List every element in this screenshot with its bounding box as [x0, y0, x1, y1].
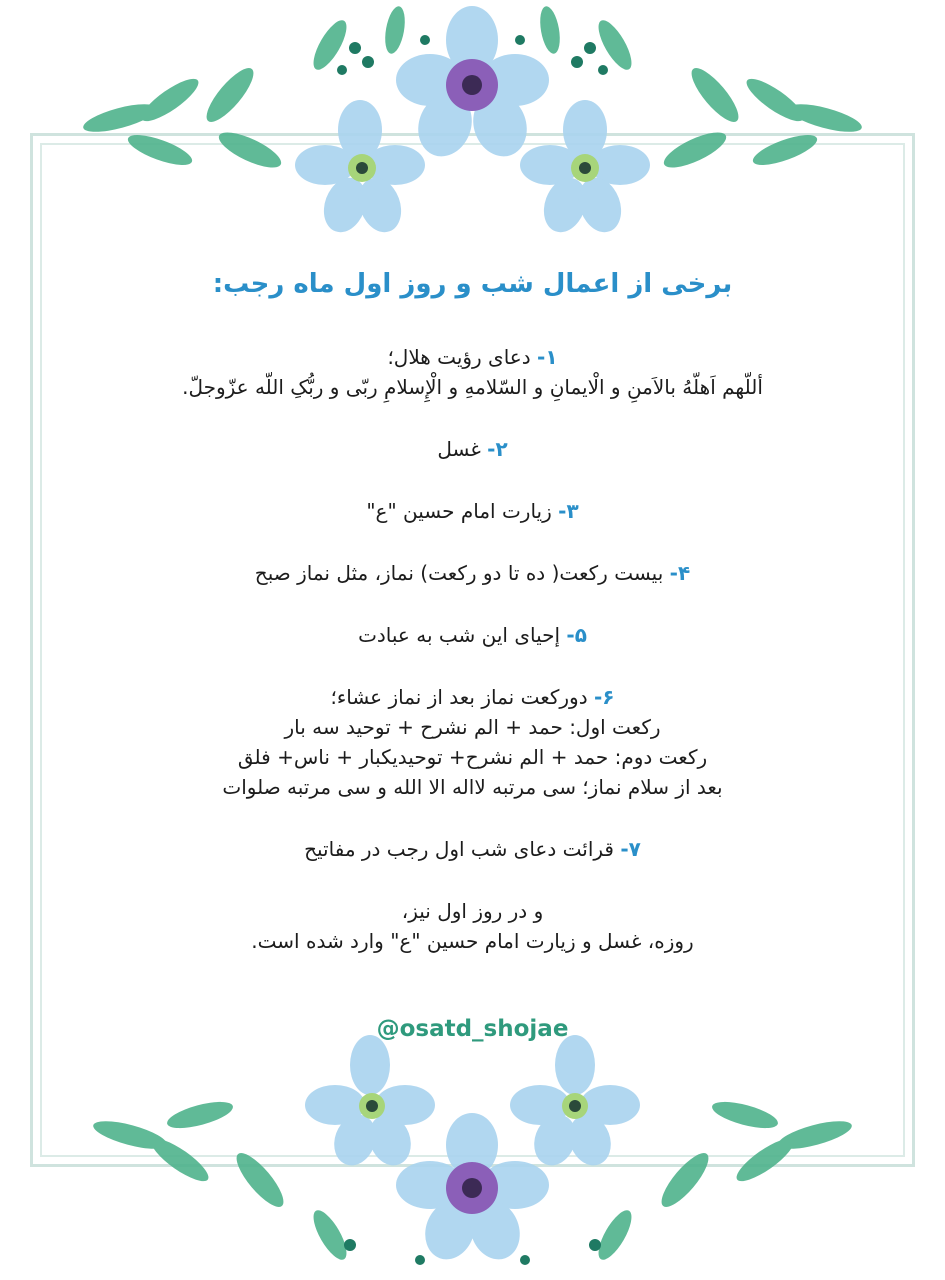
closing-line: و در روز اول نیز،: [401, 899, 544, 923]
item-text: زیارت امام حسین "ع": [366, 499, 552, 523]
item-number: ۳-: [558, 499, 579, 523]
item-text: غسل: [437, 437, 481, 461]
top-floral-wreath-icon: [0, 0, 945, 260]
item-text: إحیای این شب به عبادت: [358, 623, 561, 647]
item-text: قرائت دعای شب اول رجب در مفاتیح: [304, 837, 614, 861]
content-area: [90, 262, 855, 956]
closing-line: روزه، غسل و زیارت امام حسین "ع" وارد شده است.: [251, 929, 694, 953]
item-number: ۵-: [566, 623, 587, 647]
list-item: [90, 682, 855, 712]
item-detail: أللّهم اَهلّهُ بالاَمنِ و الْایمانِ و السّلامهِ و الْإِسلامِ ربّی و ربُّکِ اللّه عزّوجلّ.: [182, 375, 763, 399]
list-item: [90, 620, 855, 650]
page-title: برخی از اعمال شب و روز اول ماه رجب:: [212, 269, 733, 299]
item-text: بیست رکعت( ده تا دو رکعت) نماز، مثل نماز صبح: [254, 561, 664, 585]
list-item: [90, 558, 855, 588]
list-item: [90, 434, 855, 464]
item-text: دعای رؤیت هلال؛: [387, 345, 531, 369]
item-number: ۲-: [487, 437, 508, 461]
list-item: [90, 834, 855, 864]
list-item: [90, 342, 855, 372]
bottom-floral-wreath-icon: [0, 1020, 945, 1280]
item-detail: بعد از سلام نماز؛ سی مرتبه لااله الا الله و سی مرتبه صلوات: [222, 775, 723, 799]
item-number: ۴-: [669, 561, 691, 585]
list-item: [90, 496, 855, 526]
item-text: دورکعت نماز بعد از نماز عشاء؛: [330, 685, 588, 709]
item-number: ۱-: [537, 345, 558, 369]
social-handle: @osatd_shojae: [376, 1016, 569, 1042]
item-detail: رکعت دوم: حمد + الم نشرح+ توحیدیکبار + ناس+ فلق: [237, 745, 708, 769]
item-number: ۷-: [620, 837, 641, 861]
item-number: ۶-: [593, 685, 615, 709]
item-detail: رکعت اول: حمد + الم نشرح + توحید سه بار: [284, 715, 661, 739]
